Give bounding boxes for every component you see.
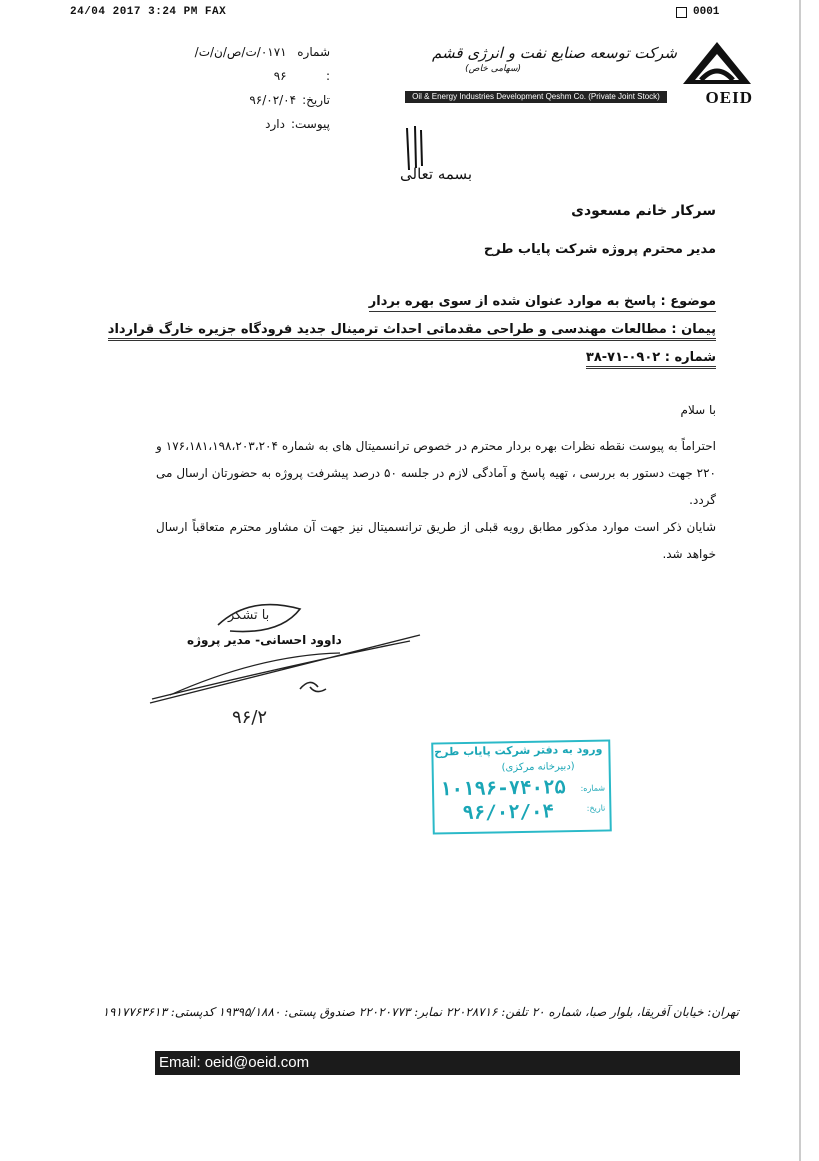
- recipient-name: سرکار خانم مسعودی: [571, 203, 716, 219]
- meta-number-row: [190, 40, 330, 88]
- company-name: شرکت توسعه صنایع نفت و انرژی قشم: [432, 44, 677, 62]
- receipt-stamp: [431, 739, 612, 834]
- meta-attachment-label: پیوست:: [290, 117, 330, 131]
- letter-meta: [190, 40, 330, 136]
- handwritten-signature-icon: [140, 595, 430, 735]
- footer-email-label: Email:: [159, 1054, 201, 1071]
- signature-thanks: با تشکر: [228, 608, 270, 623]
- contract-line: [108, 322, 716, 341]
- letter-body: [156, 433, 716, 568]
- contract-number-text: شماره : ۰۹۰۲-۷۱-۳۸: [586, 350, 716, 369]
- fax-page-icon: [676, 7, 687, 18]
- meta-date-row: [190, 88, 330, 112]
- body-paragraph-2: شایان ذکر است موارد مذکور مطابق رویه قبلی از طریق ترانسمیتال نیز جهت آن مشاور محترم متعاقباً ارسال خواهد شد.: [156, 520, 716, 561]
- meta-number-value: ۰۱۷۱/ت/ص/ن/ت/۹۶: [194, 45, 287, 83]
- company-acronym: OEID: [705, 88, 753, 107]
- subject-text: موضوع : پاسخ به موارد عنوان شده از سوی بهره بردار: [369, 294, 716, 312]
- company-type: (سهامی خاص): [465, 64, 521, 74]
- contract-text: پیمان : مطالعات مهندسی و طراحی مقدماتی احداث ترمینال جدید فرودگاه جزیره خارگ قرارداد: [108, 322, 716, 341]
- meta-number-label: شماره :: [297, 45, 330, 83]
- stamp-date-value: ۹۶/۰۲/۰۴: [462, 800, 555, 825]
- stamp-number-value: ۱۰۱۹۶-۷۴۰۲۵: [439, 776, 567, 801]
- fax-header: 24/04 2017 3:24 PM FAX: [70, 6, 227, 18]
- signer-name: داوود احسانی- مدیر پروژه: [187, 633, 342, 647]
- footer-email[interactable]: oeid@oeid.com: [204, 1054, 310, 1071]
- footer-email-bar: [155, 1051, 740, 1075]
- fax-page-value: 0001: [693, 6, 720, 18]
- company-logo: [405, 36, 757, 108]
- body-paragraph-1: احتراماً به پیوست نقطه نظرات بهره بردار محترم در خصوص ترانسمیتال های به شماره ۱۷۶،۱۸۱،۱۹۸،۲۰۳،۲۰۴ و ۲۲۰ جهت دستور به بررسی ، تهیه پاسخ و آمادگی لازم در جلسه ۵۰ درصد پیشرفت پروژه به حضورتان ارسال می گردد.: [156, 439, 717, 507]
- fax-page-number: [676, 6, 719, 18]
- meta-date-label: تاریخ:: [302, 93, 330, 107]
- stamp-title: ورود به دفتر شرکت پایاب طرح: [434, 742, 603, 759]
- recipient-title: مدیر محترم پروژه شرکت پایاب طرح: [483, 242, 716, 257]
- stamp-subtitle: (دبیرخانه مرکزی): [501, 761, 575, 774]
- greeting: با سلام: [680, 403, 716, 417]
- stamp-number-label: شماره:: [580, 783, 606, 793]
- footer-address: تهران: خیابان آفریقا، بلوار صبا، شماره ۲۰ تلفن: ۲۲۰۲۸۷۱۶ نمابر: ۲۲۰۲۰۷۷۳ صندوق پستی: ۱۹۳۹۵/۱۸۸۰ کدپستی: ۱۹۱۷۷۶۳۶۱۳: [102, 1005, 739, 1019]
- signature-note: ۹۶/۲: [232, 707, 268, 728]
- page-edge: [799, 0, 801, 1161]
- company-english-name: Oil & Energy Industries Development Qeshm Co. (Private Joint Stock): [405, 91, 667, 103]
- contract-number-line: [586, 350, 716, 369]
- subject-line: [369, 294, 716, 312]
- stamp-date-label: تاریخ:: [586, 803, 606, 813]
- meta-attachment-row: [190, 112, 330, 136]
- bismillah: بسمه تعالی: [400, 165, 473, 183]
- meta-attachment-value: دارد: [265, 117, 285, 131]
- meta-date-value: ۹۶/۰۲/۰۴: [249, 93, 297, 107]
